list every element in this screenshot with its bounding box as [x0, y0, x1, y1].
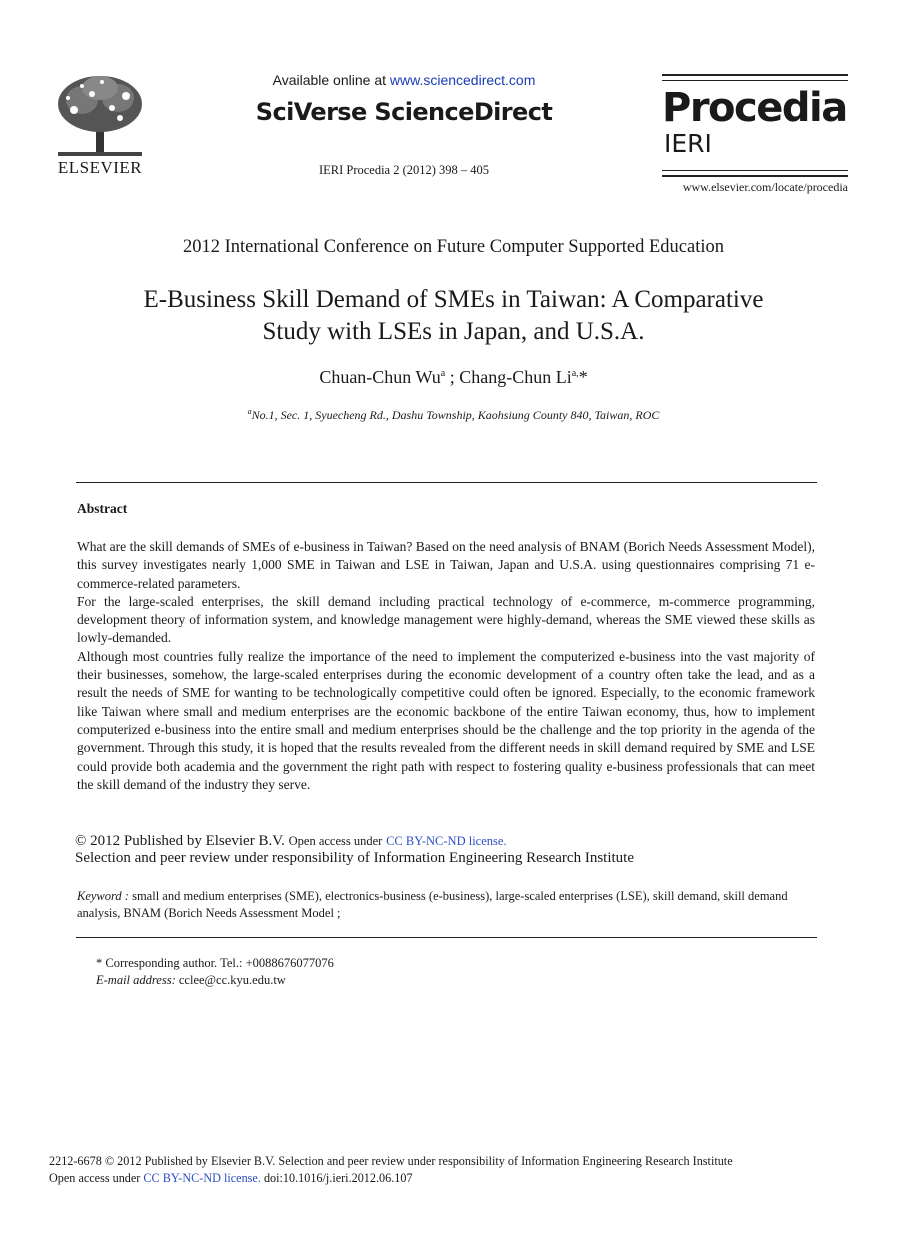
footer-doi[interactable]: doi:10.1016/j.ieri.2012.06.107	[263, 1171, 413, 1185]
abstract-paragraph: Although most countries fully realize the importance of the need to implement the computerized e-business into the vast majority of their businesses, somehow, the large-scaled enterprises during the economic development of a country often take the lead, and as a result the needs of SME for wanting to be technologically competitive could often be ignored. Especially, to the economic framework like Taiwan where small and medium enterprises are the economic backbone of the entire Taiwan economy, thus, how to implement computerized e-business into the entire small and medium enterprises should be the challenge and the top priority in the agenda of the government. Through this study, it is hoped that the results revealed from the different needs in skill demand required by SME and LSE could provide both academia and the government the right path with respect to fostering quality e-business professionals that can meet the skill demand of the industry they serve.	[77, 648, 815, 792]
open-access-prefix: Open access under	[288, 834, 383, 848]
affiliation-marker: a	[247, 407, 252, 416]
abstract-body	[77, 538, 815, 794]
affiliation	[40, 407, 867, 423]
title-line-2: Study with LSEs in Japan, and U.S.A.	[262, 318, 645, 345]
conference-name: 2012 International Conference on Future Computer Supported Education	[183, 237, 724, 257]
abstract-paragraph: For the large-scaled enterprises, the skill demand including practical technology of e-commerce, m-commerce programming, development theory of information system, and knowledge management were highly-demand, whereas the SME viewed these skills as lowly-demanded.	[77, 593, 815, 646]
title-line-1: E-Business Skill Demand of SMEs in Taiwan: A Comparative	[143, 286, 764, 313]
author-2-affil: a,	[571, 368, 579, 379]
abstract-paragraph: What are the skill demands of SMEs of e-business in Taiwan? Based on the need analysis of BNAM (Borich Needs Assessment Model), this survey investigates nearly 1,000 SME in Taiwan and LSE in Taiwan, Japan and U.S.A. using questionnaires comprising 71 e-commerce-related parameters.	[77, 539, 815, 591]
procedia-bottom-rule	[662, 170, 848, 177]
keyword-list: small and medium enterprises (SME), electronics-business (e-business), large-scaled enterprises (LSE), skill demand, skill demand analysis, BNAM (Borich Needs Assessment Model ;	[77, 889, 788, 920]
affiliation-address: No.1, Sec. 1, Syuecheng Rd., Dashu Township, Kaohsiung County 840, Taiwan, ROC	[251, 408, 660, 422]
corresponding-author-note: * Corresponding author. Tel.: +0088676077076	[96, 956, 334, 970]
peer-review-statement: Selection and peer review under responsibility of Information Engineering Research Institute	[75, 850, 634, 866]
footer-license-link[interactable]: CC BY-NC-ND license.	[143, 1171, 261, 1185]
procedia-top-rule	[662, 74, 848, 81]
corresponding-mark: *	[578, 367, 588, 387]
availability-line	[200, 72, 608, 88]
footnote-rule	[76, 937, 817, 938]
journal-citation: IERI Procedia 2 (2012) 398 – 405	[318, 163, 490, 177]
keyword-label: Keyword :	[77, 889, 129, 903]
paper-title	[60, 284, 847, 348]
footer-doi-line	[49, 1171, 413, 1186]
author-list	[40, 367, 867, 388]
author-2: Chang-Chun Li	[459, 367, 572, 387]
available-prefix: Available online at	[272, 72, 386, 88]
journal-subtitle: IERI	[664, 129, 712, 158]
abstract-heading: Abstract	[77, 501, 128, 516]
sciencedirect-link[interactable]: www.sciencedirect.com	[389, 72, 536, 88]
platform-logo: SciVerse ScienceDirect	[255, 98, 553, 126]
email-note	[96, 973, 286, 988]
footer-issn-line: 2212-6678 © 2012 Published by Elsevier B.V. Selection and peer review under responsibility of Information Engineering Research Institute	[49, 1154, 733, 1168]
email-address[interactable]: cclee@cc.kyu.edu.tw	[178, 973, 286, 987]
author-1-affil: a	[440, 368, 446, 379]
author-1: Chuan-Chun Wu	[319, 367, 441, 387]
journal-url[interactable]: www.elsevier.com/locate/procedia	[682, 180, 848, 194]
abstract-top-rule	[76, 482, 817, 483]
journal-title: Procedia	[662, 85, 847, 131]
elsevier-wordmark: ELSEVIER	[57, 158, 143, 177]
author-separator: ;	[445, 367, 460, 387]
keywords	[77, 888, 817, 922]
copyright-main: © 2012 Published by Elsevier B.V.	[75, 833, 285, 849]
license-link[interactable]: CC BY-NC-ND license.	[386, 834, 507, 848]
copyright-line	[75, 833, 835, 850]
footer-open-prefix: Open access under	[49, 1171, 141, 1185]
email-label: E-mail address:	[96, 973, 176, 987]
